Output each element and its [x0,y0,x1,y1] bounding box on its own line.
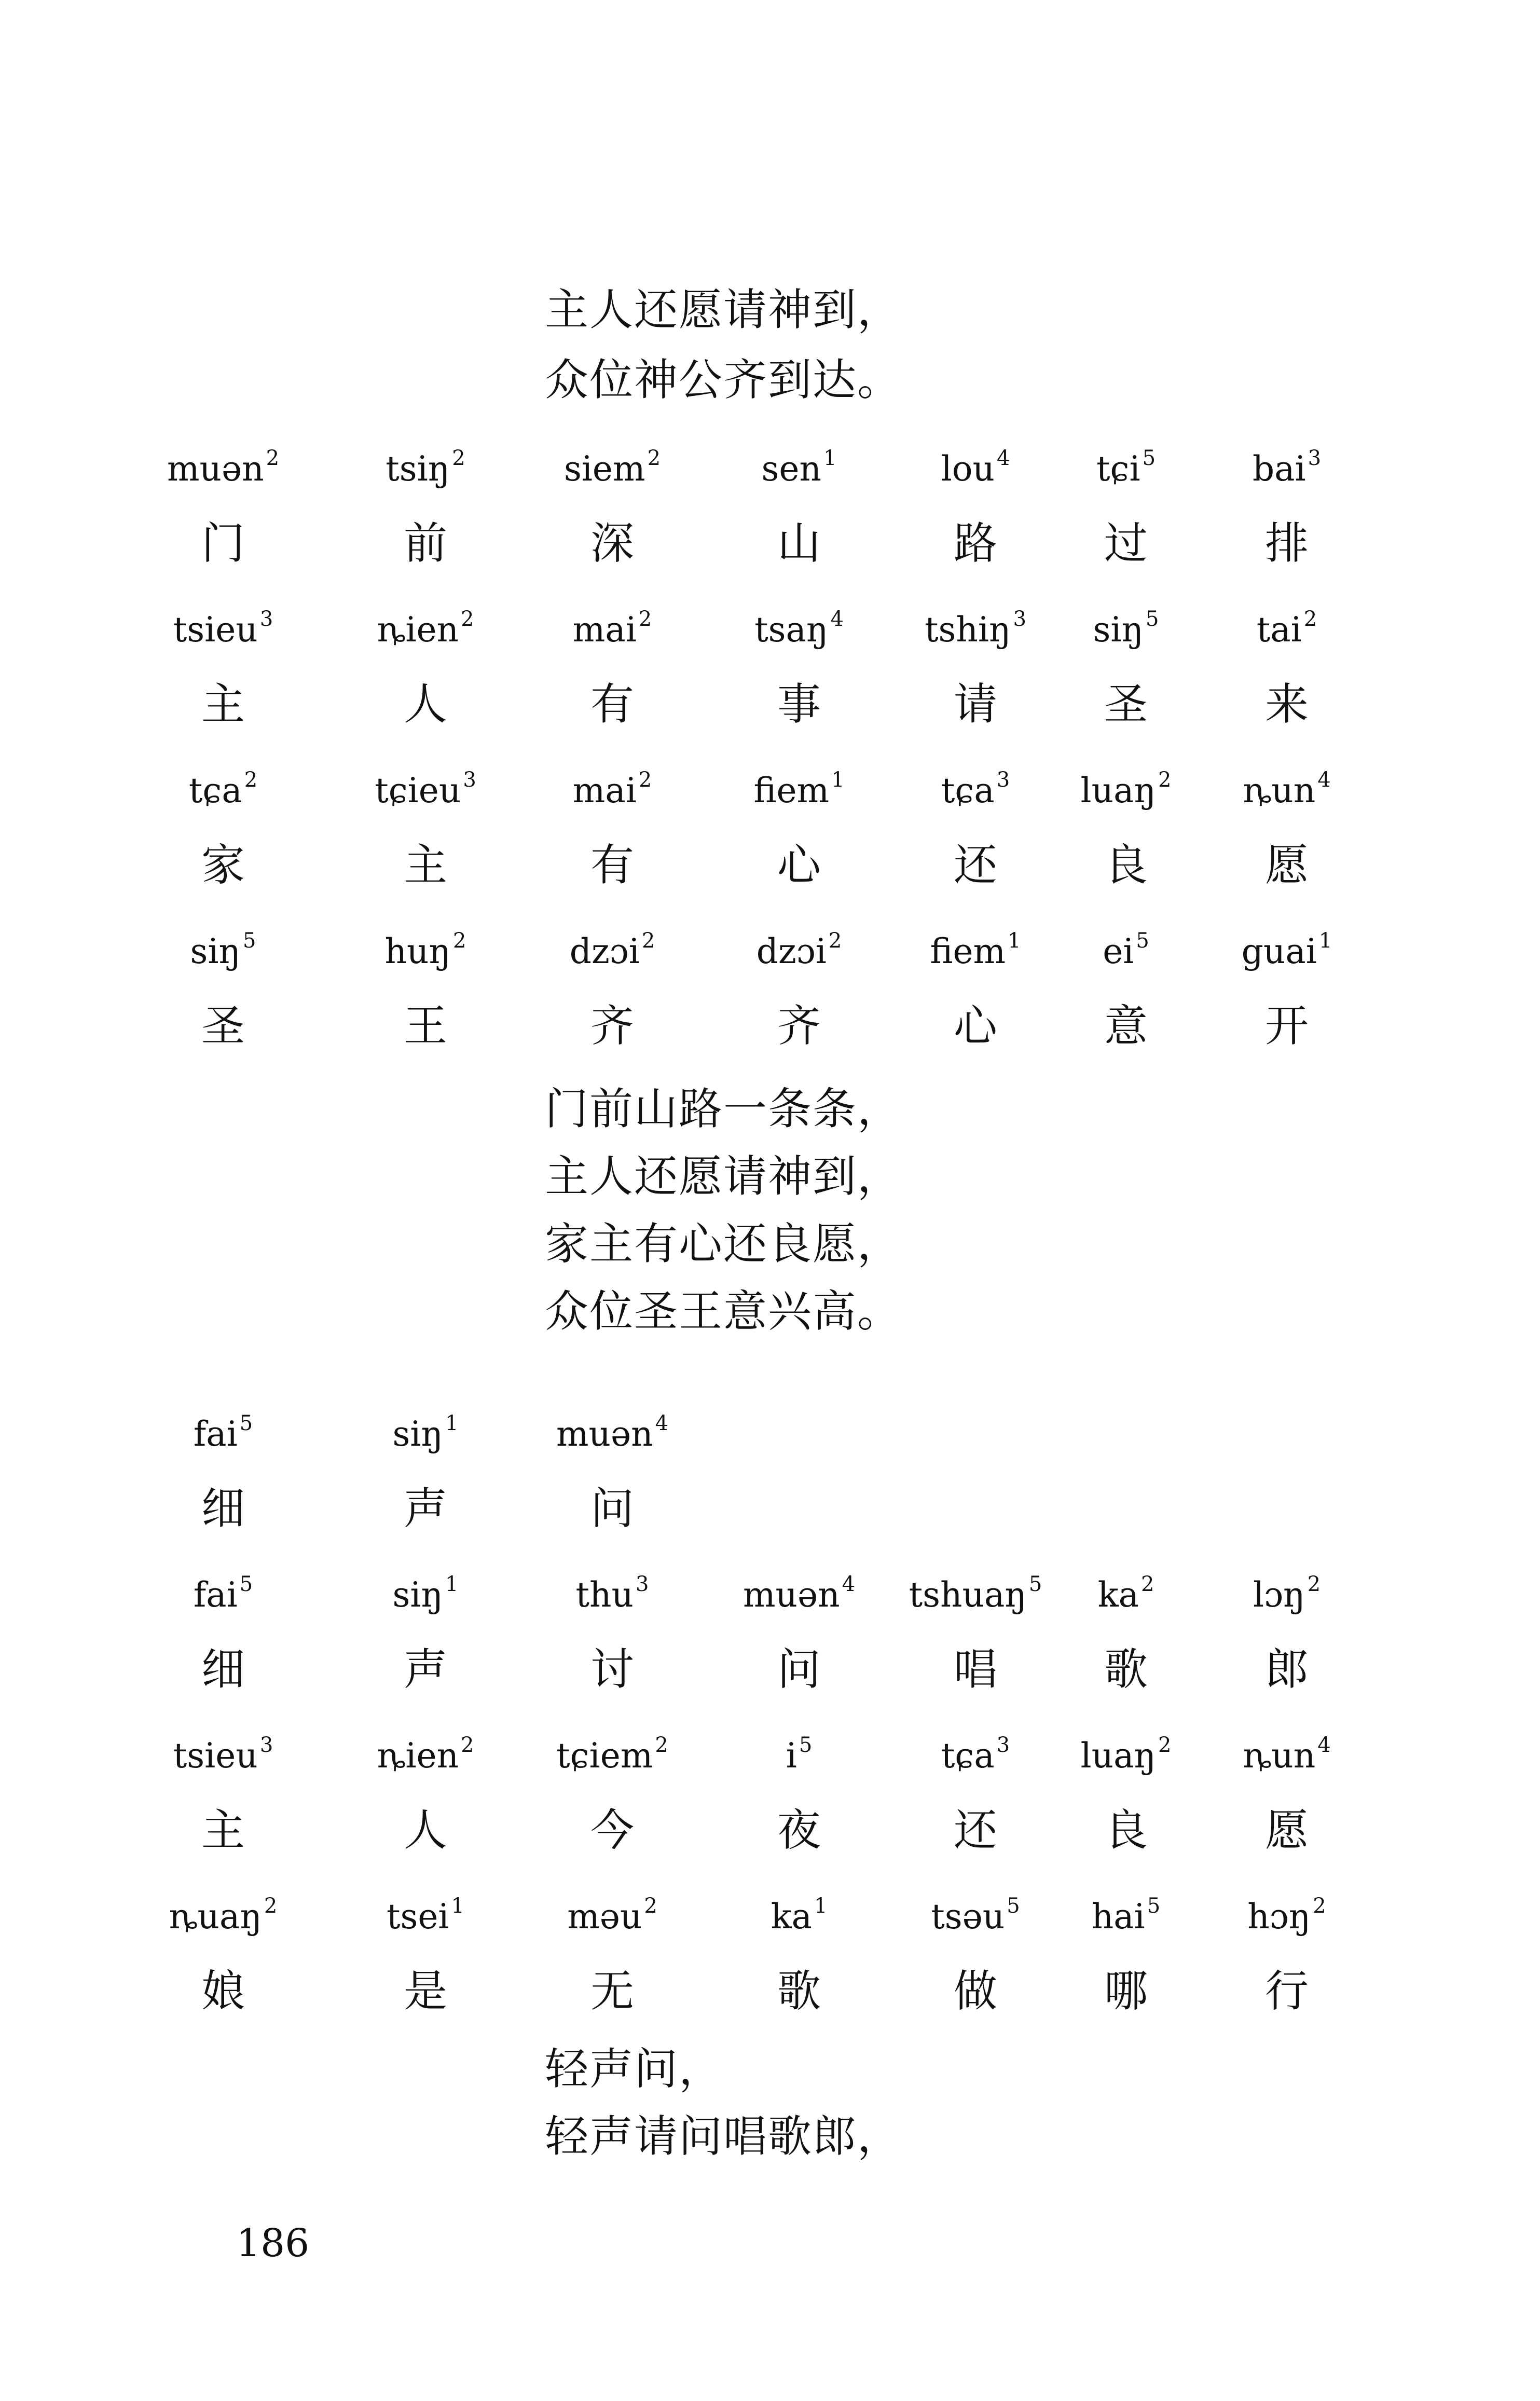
syllable: muən [556,1414,653,1454]
tone-number: 1 [823,446,837,470]
tone-number: 4 [830,607,844,631]
chinese-gloss: 排 [1264,518,1309,569]
tone-number: 5 [799,1733,813,1757]
chinese-gloss: 娘 [201,1966,245,2016]
chinese-gloss: 过 [1104,518,1148,569]
tone-number: 1 [451,1894,464,1918]
pronunciation [524,1572,700,1615]
pronunciation [1038,446,1214,489]
syllable: fai [193,1414,238,1454]
pronunciation [711,607,887,650]
chinese-gloss: 山 [777,518,821,569]
chinese-gloss: 人 [403,1805,447,1856]
syllable: ȵun [1243,771,1316,811]
chinese-gloss: 郎 [1264,1644,1309,1695]
pronunciation [1038,1572,1214,1615]
tone-number: 1 [814,1894,828,1918]
pronunciation [524,1733,700,1776]
pronunciation [337,446,514,489]
pronunciation [135,1411,311,1454]
pronunciation [887,929,1064,971]
syllable: tai [1256,610,1302,650]
tone-number: 2 [641,929,655,953]
chinese-gloss: 事 [777,679,821,730]
syllable: tɕa [188,771,242,811]
chinese-gloss: 意 [1104,1000,1148,1051]
syllable: tɕi [1096,449,1140,489]
tone-number: 2 [1313,1894,1326,1918]
tone-number: 5 [243,929,256,953]
tone-number: 2 [1307,1572,1321,1596]
syllable: tsəu [931,1897,1005,1937]
tone-number: 3 [463,768,476,792]
chinese-gloss: 愿 [1264,1805,1309,1856]
chinese-gloss: 细 [201,1483,245,1534]
pronunciation [1199,768,1375,811]
tone-number: 5 [1136,929,1149,953]
tone-number: 3 [636,1572,649,1596]
syllable: siŋ [392,1575,444,1615]
pronunciation [337,1411,514,1454]
chinese-gloss: 齐 [590,1000,634,1051]
chinese-gloss: 有 [590,679,634,730]
pronunciation [524,1411,700,1454]
tone-number: 2 [644,1894,657,1918]
pronunciation [1038,768,1214,811]
chinese-gloss: 还 [953,840,997,890]
pronunciation [135,1733,311,1776]
tone-number: 3 [1013,607,1026,631]
syllable: tsieu [173,1736,258,1776]
chinese-gloss: 歌 [1104,1644,1148,1695]
chinese-gloss: 有 [590,840,634,890]
syllable: guai [1241,931,1317,971]
tone-number: 1 [445,1411,459,1435]
syllable: tshuaŋ [909,1575,1027,1615]
syllable: hɔŋ [1247,1897,1311,1937]
pronunciation [887,446,1064,489]
syllable: lɔŋ [1253,1575,1305,1615]
syllable: tɕa [941,1736,995,1776]
tone-number: 2 [244,768,258,792]
tone-number: 2 [453,929,466,953]
pronunciation [1038,1733,1214,1776]
syllable: huŋ [384,931,451,971]
translation-line: 家主有心还良愿， [545,1218,902,1269]
syllable: i [786,1736,797,1776]
page-number: 186 [236,2221,310,2266]
pronunciation [1199,929,1375,971]
syllable: tɕiem [556,1736,653,1776]
tone-number: 4 [996,446,1010,470]
pronunciation [524,1894,700,1937]
syllable: sen [761,449,821,489]
tone-number: 5 [1142,446,1156,470]
syllable: mai [572,771,637,811]
chinese-gloss: 问 [590,1483,634,1534]
tone-number: 5 [1007,1894,1020,1918]
pronunciation [1199,446,1375,489]
pronunciation [711,1733,887,1776]
chinese-gloss: 良 [1104,1805,1148,1856]
tone-number: 3 [259,607,273,631]
syllable: muən [742,1575,840,1615]
translation-line: 众位圣王意兴高。 [545,1286,902,1337]
tone-number: 3 [996,1733,1010,1757]
syllable: tsaŋ [754,610,829,650]
syllable: tsieu [173,610,258,650]
tone-number: 4 [1317,768,1331,792]
tone-number: 5 [1147,1894,1161,1918]
syllable: siŋ [190,931,241,971]
chinese-gloss: 还 [953,1805,997,1856]
tone-number: 3 [996,768,1010,792]
syllable: ȵien [377,610,459,650]
pronunciation [887,607,1064,650]
chinese-gloss: 人 [403,679,447,730]
syllable: luaŋ [1080,771,1157,811]
syllable: dzɔi [756,931,827,971]
chinese-gloss: 唱 [953,1644,997,1695]
chinese-gloss: 齐 [777,1000,821,1051]
pronunciation [337,929,514,971]
tone-number: 2 [1158,768,1172,792]
tone-number: 2 [461,1733,474,1757]
syllable: hai [1091,1897,1145,1937]
syllable: ei [1103,931,1134,971]
pronunciation [711,929,887,971]
chinese-gloss: 请 [953,679,997,730]
chinese-gloss: 家 [201,840,245,890]
pronunciation [135,1572,311,1615]
chinese-gloss: 愿 [1264,840,1309,890]
pronunciation [1038,607,1214,650]
chinese-gloss: 夜 [777,1805,821,1856]
pronunciation [711,1894,887,1937]
translation-line: 主人还愿请神到， [545,1151,902,1202]
syllable: mai [572,610,637,650]
syllable: ȵuaŋ [169,1897,262,1937]
syllable: tsei [386,1897,449,1937]
chinese-gloss: 无 [590,1966,634,2016]
syllable: fai [193,1575,238,1615]
pronunciation [1199,607,1375,650]
tone-number: 2 [452,446,465,470]
chinese-gloss: 深 [590,518,634,569]
tone-number: 2 [1158,1733,1172,1757]
syllable: tɕa [941,771,995,811]
pronunciation [337,1894,514,1937]
syllable: ka [1097,1575,1139,1615]
syllable: siŋ [392,1414,444,1454]
tone-number: 3 [259,1733,273,1757]
tone-number: 2 [828,929,842,953]
pronunciation [524,446,700,489]
pronunciation [711,768,887,811]
pronunciation [524,607,700,650]
chinese-gloss: 路 [953,518,997,569]
tone-number: 2 [461,607,474,631]
pronunciation [887,1894,1064,1937]
tone-number: 5 [239,1572,253,1596]
chinese-gloss: 心 [953,1000,997,1051]
syllable: fiem [930,931,1006,971]
chinese-gloss: 行 [1264,1966,1309,2016]
chinese-gloss: 细 [201,1644,245,1695]
tone-number: 2 [655,1733,668,1757]
syllable: ȵien [377,1736,459,1776]
chinese-gloss: 门 [201,518,245,569]
chinese-gloss: 圣 [1104,679,1148,730]
chinese-gloss: 是 [403,1966,447,2016]
syllable: bai [1252,449,1306,489]
pronunciation [337,1572,514,1615]
pronunciation [1199,1894,1375,1937]
tone-number: 4 [655,1411,669,1435]
pronunciation [887,768,1064,811]
pronunciation [337,607,514,650]
chinese-gloss: 心 [777,840,821,890]
translation-line: 众位神公齐到达。 [545,354,902,405]
tone-number: 5 [1028,1572,1042,1596]
tone-number: 2 [638,607,652,631]
syllable: tɕieu [375,771,461,811]
chinese-gloss: 讨 [590,1644,634,1695]
pronunciation [337,1733,514,1776]
tone-number: 1 [1008,929,1021,953]
chinese-gloss: 良 [1104,840,1148,890]
syllable: ka [771,1897,812,1937]
tone-number: 2 [638,768,652,792]
translation-line: 主人还愿请神到， [545,284,902,335]
syllable: ȵun [1243,1736,1316,1776]
chinese-gloss: 主 [201,1805,245,1856]
tone-number: 2 [647,446,661,470]
translation-line: 轻声问， [545,2043,724,2094]
chinese-gloss: 歌 [777,1966,821,2016]
pronunciation [887,1733,1064,1776]
chinese-gloss: 圣 [201,1000,245,1051]
pronunciation [135,607,311,650]
syllable: lou [941,449,995,489]
pronunciation [135,1894,311,1937]
pronunciation [524,768,700,811]
pronunciation [711,446,887,489]
tone-number: 2 [264,1894,278,1918]
tone-number: 2 [266,446,280,470]
syllable: siŋ [1093,610,1144,650]
chinese-gloss: 主 [403,840,447,890]
syllable: tsiŋ [386,449,450,489]
translation-line: 轻声请问唱歌郎， [545,2111,902,2162]
tone-number: 1 [831,768,845,792]
tone-number: 4 [842,1572,856,1596]
chinese-gloss: 问 [777,1644,821,1695]
syllable: tshiŋ [925,610,1011,650]
chinese-gloss: 今 [590,1805,634,1856]
tone-number: 5 [1146,607,1159,631]
pronunciation [1199,1572,1375,1615]
pronunciation [135,768,311,811]
pronunciation [524,929,700,971]
chinese-gloss: 王 [403,1000,447,1051]
tone-number: 3 [1308,446,1322,470]
pronunciation [1038,929,1214,971]
pronunciation [1199,1733,1375,1776]
syllable: məu [567,1897,642,1937]
chinese-gloss: 哪 [1104,1966,1148,2016]
pronunciation [135,929,311,971]
syllable: luaŋ [1080,1736,1157,1776]
syllable: fiem [753,771,830,811]
chinese-gloss: 做 [953,1966,997,2016]
chinese-gloss: 来 [1264,679,1309,730]
pronunciation [1038,1894,1214,1937]
pronunciation [711,1572,887,1615]
syllable: muən [167,449,264,489]
pronunciation [887,1572,1064,1615]
pronunciation [337,768,514,811]
chinese-gloss: 主 [201,679,245,730]
tone-number: 5 [239,1411,253,1435]
tone-number: 2 [1303,607,1317,631]
chinese-gloss: 前 [403,518,447,569]
syllable: dzɔi [569,931,640,971]
chinese-gloss: 声 [403,1483,447,1534]
pronunciation [135,446,311,489]
tone-number: 4 [1317,1733,1331,1757]
tone-number: 1 [445,1572,459,1596]
syllable: thu [575,1575,634,1615]
tone-number: 1 [1318,929,1332,953]
tone-number: 2 [1140,1572,1154,1596]
chinese-gloss: 声 [403,1644,447,1695]
syllable: siem [563,449,645,489]
translation-line: 门前山路一条条， [545,1083,902,1134]
chinese-gloss: 开 [1264,1000,1309,1051]
